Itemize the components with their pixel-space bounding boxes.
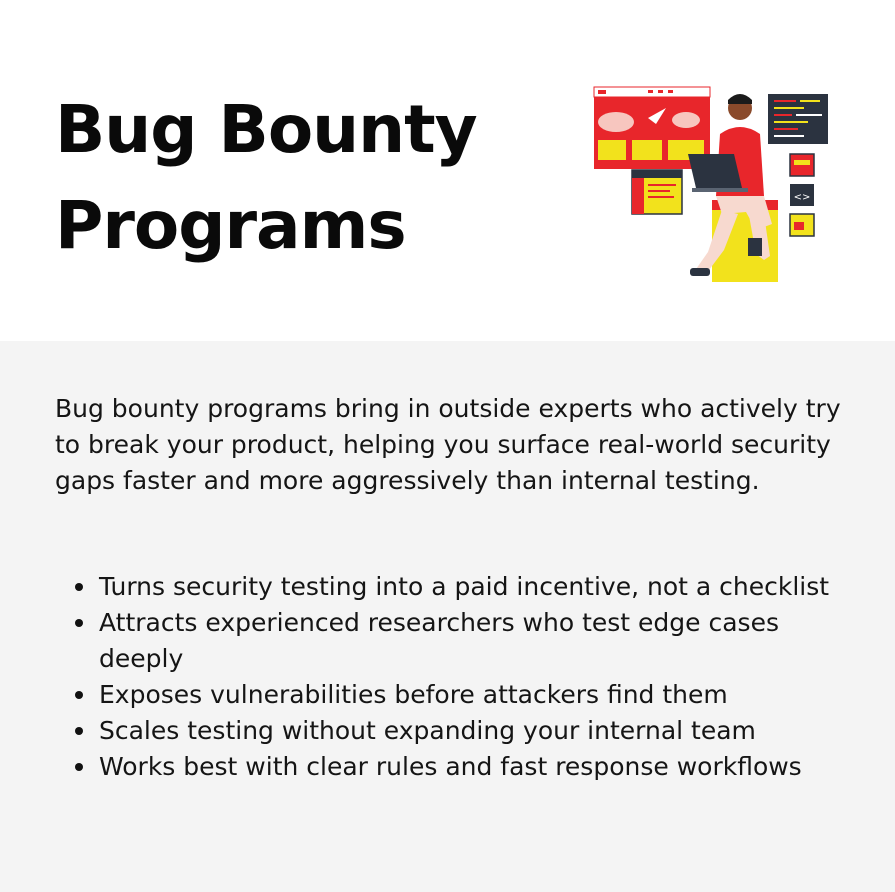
list-item-text: Turns security testing into a paid incentive, not a checklist bbox=[99, 572, 830, 601]
hacker-at-laptop-illustration bbox=[588, 84, 832, 284]
title-line-1: Bug Bounty bbox=[55, 91, 477, 168]
bullet-dot-icon bbox=[75, 727, 83, 735]
svg-text:<>: <> bbox=[793, 192, 811, 203]
list-item-text: Exposes vulnerabilities before attackers find them bbox=[99, 680, 728, 709]
list-item bbox=[55, 677, 855, 713]
list-item bbox=[55, 713, 855, 749]
header-section bbox=[0, 0, 895, 341]
content-section bbox=[0, 341, 895, 892]
bullet-dot-icon bbox=[75, 619, 83, 627]
list-item-text: Attracts experienced researchers who test edge cases deeply bbox=[99, 608, 779, 673]
bullet-dot-icon bbox=[75, 583, 83, 591]
bullet-dot-icon bbox=[75, 691, 83, 699]
laptop-illustration bbox=[688, 154, 742, 188]
page-title bbox=[55, 82, 515, 274]
list-item bbox=[55, 569, 855, 605]
list-item-text: Works best with clear rules and fast response workflows bbox=[99, 752, 802, 781]
intro-paragraph: Bug bounty programs bring in outside experts who actively try to break your product, helping you surface real-world security gaps faster and more aggressively than internal testing. bbox=[55, 394, 841, 495]
title-line-2: Programs bbox=[55, 187, 406, 264]
list-item bbox=[55, 749, 855, 785]
benefits-list bbox=[55, 569, 855, 785]
list-item bbox=[55, 605, 855, 677]
list-item-text: Scales testing without expanding your internal team bbox=[99, 716, 756, 745]
bullet-dot-icon bbox=[75, 763, 83, 771]
